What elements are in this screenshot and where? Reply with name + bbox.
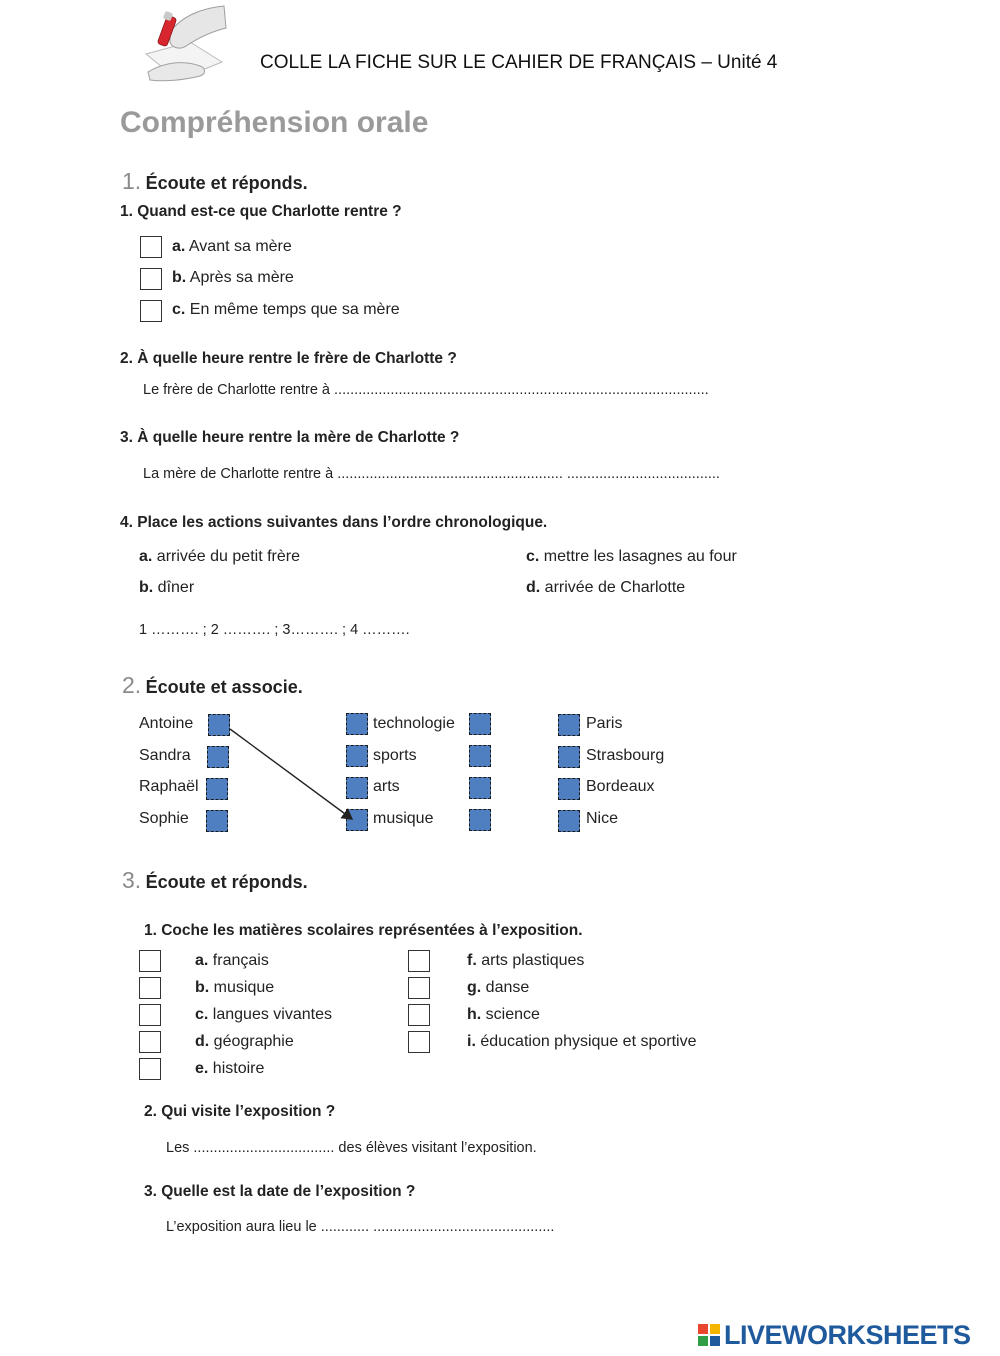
match-city-nice: Nice (586, 810, 619, 827)
s3-q3-answer-line[interactable]: L’exposition aura lieu le ............ ............................................. (166, 1219, 555, 1235)
match-subject-technologie: technologie (373, 715, 455, 732)
page-title: Compréhension orale (120, 106, 429, 139)
s1-q4-action-c: c. mettre les lasagnes au four (526, 548, 737, 565)
s1-q1-checkbox-a[interactable] (140, 236, 162, 258)
s3-checkbox-f[interactable] (408, 950, 430, 972)
match-dot-city-3[interactable] (558, 778, 580, 800)
s3-option-d: d. géographie (195, 1033, 294, 1050)
s1-q4-order-line[interactable]: 1 ………. ; 2 ………. ; 3………. ; 4 ………. (139, 622, 410, 638)
match-subject-arts: arts (373, 778, 400, 795)
s3-q3-label: 3. Quelle est la date de l’exposition ? (144, 1183, 416, 1200)
s3-q1-label: 1. Coche les matières scolaires représentées à l’exposition. (144, 922, 583, 939)
s1-q4-label: 4. Place les actions suivantes dans l’ordre chronologique. (120, 514, 548, 531)
match-subject-musique: musique (373, 810, 434, 827)
s3-checkbox-a[interactable] (139, 950, 161, 972)
s3-option-a: a. français (195, 952, 269, 969)
match-dot-subject-right-1[interactable] (469, 713, 491, 735)
s3-q2-label: 2. Qui visite l’exposition ? (144, 1103, 336, 1120)
section2-title: Écoute et associe. (145, 677, 303, 697)
s3-checkbox-d[interactable] (139, 1031, 161, 1053)
s1-q3-answer-line[interactable]: La mère de Charlotte rentre à ........................................................ ...................................... (143, 466, 720, 482)
s1-q1-option-a: a. Avant sa mère (172, 238, 292, 255)
section3-heading (122, 867, 308, 894)
section1-number: 1. (122, 168, 142, 194)
s1-q1-checkbox-b[interactable] (140, 268, 162, 290)
s3-option-e: e. histoire (195, 1060, 265, 1077)
match-dot-subject-right-3[interactable] (469, 777, 491, 799)
match-subject-sports: sports (373, 747, 417, 764)
match-name-raphael: Raphaël (139, 778, 199, 795)
s1-q1-label: 1. Quand est-ce que Charlotte rentre ? (120, 203, 402, 220)
match-city-strasbourg: Strasbourg (586, 747, 665, 764)
s3-option-i: i. éducation physique et sportive (467, 1033, 697, 1050)
match-name-sandra: Sandra (139, 747, 191, 764)
s3-option-h: h. science (467, 1006, 540, 1023)
s3-option-g: g. danse (467, 979, 530, 996)
s1-q3-label: 3. À quelle heure rentre la mère de Charlotte ? (120, 429, 460, 446)
match-dot-city-2[interactable] (558, 746, 580, 768)
footer-brand[interactable]: LIVEWORKSHEETS (724, 1320, 971, 1350)
s3-checkbox-b[interactable] (139, 977, 161, 999)
glue-hand-icon (140, 2, 228, 86)
s3-checkbox-c[interactable] (139, 1004, 161, 1026)
s3-q2-answer-line[interactable]: Les ................................... des élèves visitant l’exposition. (166, 1140, 537, 1156)
s1-q4-action-b: b. dîner (139, 579, 195, 596)
section3-number: 3. (122, 867, 142, 893)
section2-number: 2. (122, 672, 142, 698)
s3-checkbox-i[interactable] (408, 1031, 430, 1053)
s1-q1-checkbox-c[interactable] (140, 300, 162, 322)
match-dot-subject-right-4[interactable] (469, 809, 491, 831)
s1-q4-action-a: a. arrivée du petit frère (139, 548, 300, 565)
match-city-paris: Paris (586, 715, 623, 732)
s3-option-b: b. musique (195, 979, 275, 996)
section3-title: Écoute et réponds. (145, 872, 308, 892)
s1-q2-answer-line[interactable]: Le frère de Charlotte rentre à ............................................................................................. (143, 382, 709, 398)
header-instruction: COLLE LA FICHE SUR LE CAHIER DE FRANÇAIS – Unité 4 (260, 52, 778, 73)
section2-heading (122, 672, 303, 699)
match-city-bordeaux: Bordeaux (586, 778, 655, 795)
match-name-sophie: Sophie (139, 810, 189, 827)
match-dot-subject-right-2[interactable] (469, 745, 491, 767)
example-match-arrow (200, 715, 370, 835)
s3-checkbox-g[interactable] (408, 977, 430, 999)
section1-heading (122, 168, 308, 195)
match-dot-city-1[interactable] (558, 714, 580, 736)
s3-checkbox-h[interactable] (408, 1004, 430, 1026)
liveworksheets-logo-icon (698, 1324, 720, 1348)
s3-checkbox-e[interactable] (139, 1058, 161, 1080)
match-name-antoine: Antoine (139, 715, 194, 732)
match-dot-city-4[interactable] (558, 810, 580, 832)
section1-title: Écoute et réponds. (145, 173, 308, 193)
s3-option-f: f. arts plastiques (467, 952, 585, 969)
s3-option-c: c. langues vivantes (195, 1006, 332, 1023)
s1-q1-option-c: c. En même temps que sa mère (172, 301, 400, 318)
s1-q1-option-b: b. Après sa mère (172, 269, 294, 286)
s1-q4-action-d: d. arrivée de Charlotte (526, 579, 686, 596)
s1-q2-label: 2. À quelle heure rentre le frère de Charlotte ? (120, 350, 457, 367)
